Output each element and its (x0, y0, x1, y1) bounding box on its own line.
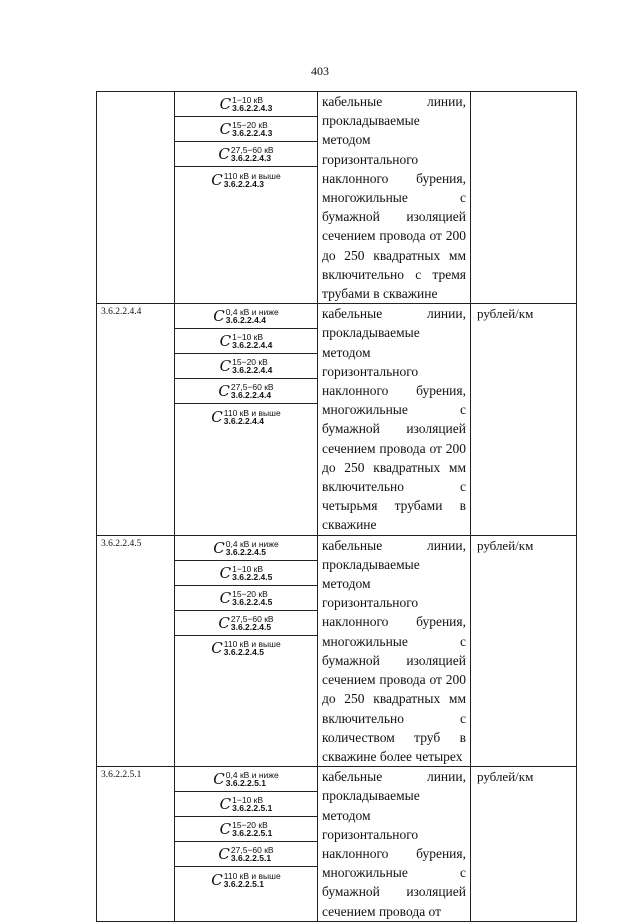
symbol-row (175, 867, 317, 892)
symbol-letter: C (211, 870, 223, 889)
row-unit: рублей/км (477, 769, 534, 785)
symbol-superscript: 15−20 кВ (232, 357, 268, 368)
unit-cell (471, 535, 577, 766)
tariff-symbol (218, 145, 273, 163)
symbol-superscript: 27,5−60 кВ (230, 145, 274, 155)
symbol-superscript: 27,5−60 кВ (230, 382, 274, 393)
symbol-superscript: 110 кВ и выше (223, 170, 281, 181)
tariff-symbol (211, 639, 280, 657)
symbol-cell (175, 535, 318, 766)
tariff-symbol (218, 845, 273, 863)
tariff-symbol (220, 332, 273, 350)
symbol-subscript: 3.6.2.2.4.3 (232, 128, 273, 138)
row-code: 3.6.2.2.4.5 (101, 538, 142, 549)
symbol-letter: C (211, 170, 223, 189)
symbol-row (175, 792, 317, 817)
symbol-letter: C (219, 95, 232, 113)
code-cell (97, 535, 175, 766)
tariff-table (96, 91, 577, 922)
symbol-letter: C (213, 538, 225, 557)
tariff-symbol (211, 408, 280, 426)
description-cell (318, 535, 471, 766)
symbol-letter: C (219, 332, 232, 351)
symbol-superscript: 15−20 кВ (232, 588, 268, 599)
symbol-list (175, 304, 317, 429)
tariff-symbol (220, 95, 273, 113)
code-cell (97, 304, 175, 535)
table-row (97, 92, 577, 304)
symbol-row (175, 304, 317, 329)
symbol-row (175, 167, 317, 192)
tariff-symbol (220, 795, 273, 813)
symbol-row (175, 404, 317, 429)
symbol-cell (175, 767, 318, 922)
tariff-symbol (220, 564, 273, 582)
symbol-list (175, 536, 317, 661)
page-number: 403 (311, 64, 329, 78)
symbol-letter: C (218, 613, 230, 632)
symbol-subscript: 3.6.2.2.4.5 (223, 647, 264, 658)
code-cell (97, 767, 175, 922)
description-cell (318, 767, 471, 922)
tariff-symbol (220, 120, 273, 138)
symbol-superscript: 0,4 кВ и ниже (225, 770, 279, 781)
symbol-letter: C (219, 563, 232, 582)
tariff-symbol (213, 770, 278, 788)
symbol-subscript: 3.6.2.2.5.1 (223, 878, 264, 889)
tariff-symbol (211, 871, 280, 889)
symbol-subscript: 3.6.2.2.5.1 (232, 828, 273, 839)
symbol-subscript: 3.6.2.2.4.4 (232, 365, 273, 376)
symbol-subscript: 3.6.2.2.4.5 (230, 621, 272, 632)
symbol-row (175, 586, 317, 611)
row-unit: рублей/км (477, 306, 534, 322)
symbol-subscript: 3.6.2.2.5.1 (225, 778, 266, 789)
description-cell (318, 304, 471, 535)
unit-cell (471, 92, 577, 304)
symbol-subscript: 3.6.2.2.4.4 (225, 315, 266, 326)
symbol-letter: C (218, 382, 230, 401)
symbol-row (175, 817, 317, 842)
code-cell (97, 92, 175, 304)
symbol-row (175, 354, 317, 379)
tariff-symbol (213, 539, 278, 557)
symbol-row (175, 142, 317, 167)
symbol-row (175, 561, 317, 586)
symbol-letter: C (219, 588, 232, 607)
symbol-letter: C (219, 120, 232, 138)
symbol-row (175, 611, 317, 636)
symbol-superscript: 1−10 кВ (232, 332, 264, 343)
symbol-letter: C (219, 357, 232, 376)
symbol-superscript: 110 кВ и выше (223, 407, 281, 418)
unit-cell (471, 304, 577, 535)
symbol-subscript: 3.6.2.2.4.4 (223, 415, 264, 426)
symbol-subscript: 3.6.2.2.5.1 (232, 803, 273, 814)
symbol-superscript: 27,5−60 кВ (230, 613, 274, 624)
symbol-letter: C (211, 407, 223, 426)
tariff-symbol (213, 307, 278, 325)
symbol-row (175, 117, 317, 142)
symbol-row (175, 329, 317, 354)
tariff-symbol (211, 171, 280, 189)
symbol-row (175, 536, 317, 561)
symbol-row (175, 379, 317, 404)
symbol-subscript: 3.6.2.2.4.3 (230, 153, 272, 163)
row-unit (471, 92, 576, 94)
symbol-superscript: 0,4 кВ и ниже (225, 307, 279, 318)
symbol-superscript: 110 кВ и выше (223, 639, 281, 650)
tariff-symbol (220, 589, 273, 607)
tariff-symbol (220, 357, 273, 375)
table-row (97, 767, 577, 922)
symbol-superscript: 1−10 кВ (232, 95, 264, 105)
table-row (97, 304, 577, 535)
symbol-row (175, 636, 317, 661)
row-description: кабельные линии, прокладываемые методом горизонтального наклонного бурения, многожильные с бумажной изоляцией сечением провода от 200 до 250 квадратных мм включительно с тремя трубами в скважине (322, 94, 466, 302)
symbol-letter: C (218, 845, 230, 864)
row-description: кабельные линии, прокладываемые методом горизонтального наклонного бурения, многожильные с бумажной изоляцией сечением провода от 200 до 250 квадратных мм включительно с четырьмя трубами в скважине (322, 306, 466, 533)
symbol-subscript: 3.6.2.2.4.4 (230, 390, 272, 401)
symbol-letter: C (213, 307, 225, 326)
symbol-cell (175, 92, 318, 304)
symbol-list (175, 92, 317, 192)
symbol-subscript: 3.6.2.2.4.5 (232, 571, 273, 582)
symbol-row (175, 92, 317, 117)
symbol-letter: C (219, 795, 232, 814)
symbol-superscript: 0,4 кВ и ниже (225, 538, 279, 549)
symbol-subscript: 3.6.2.2.4.5 (225, 546, 266, 557)
symbol-subscript: 3.6.2.2.4.4 (232, 340, 273, 351)
symbol-subscript: 3.6.2.2.4.3 (223, 178, 264, 189)
tariff-symbol (220, 820, 273, 838)
symbol-row (175, 767, 317, 792)
row-code: 3.6.2.2.4.4 (101, 307, 142, 318)
row-description: кабельные линии, прокладываемые методом горизонтального наклонного бурения, многожильные с бумажной изоляцией сечением провода от (322, 769, 466, 919)
symbol-letter: C (219, 820, 232, 839)
table-row (97, 535, 577, 766)
symbol-subscript: 3.6.2.2.5.1 (230, 853, 272, 864)
tariff-symbol (218, 614, 273, 632)
symbol-superscript: 15−20 кВ (232, 120, 268, 130)
symbol-list (175, 767, 317, 892)
symbol-subscript: 3.6.2.2.4.3 (232, 103, 273, 113)
symbol-letter: C (211, 639, 223, 658)
symbol-superscript: 110 кВ и выше (223, 870, 281, 881)
row-code: 3.6.2.2.5.1 (101, 770, 142, 781)
symbol-superscript: 1−10 кВ (232, 563, 264, 574)
unit-cell (471, 767, 577, 922)
symbol-letter: C (213, 770, 225, 789)
description-cell (318, 92, 471, 304)
symbol-subscript: 3.6.2.2.4.5 (232, 596, 273, 607)
row-description: кабельные линии, прокладываемые методом горизонтального наклонного бурения, многожильные с бумажной изоляцией сечением провода от 200 до 250 квадратных мм включительно с количеством труб в скважине более четырех (322, 537, 466, 764)
symbol-superscript: 15−20 кВ (232, 820, 268, 831)
symbol-superscript: 27,5−60 кВ (230, 845, 274, 856)
symbol-superscript: 1−10 кВ (232, 795, 264, 806)
symbol-letter: C (218, 145, 230, 163)
symbol-row (175, 842, 317, 867)
row-code (97, 92, 174, 95)
symbol-cell (175, 304, 318, 535)
tariff-symbol (218, 382, 273, 400)
row-unit: рублей/км (477, 537, 534, 553)
